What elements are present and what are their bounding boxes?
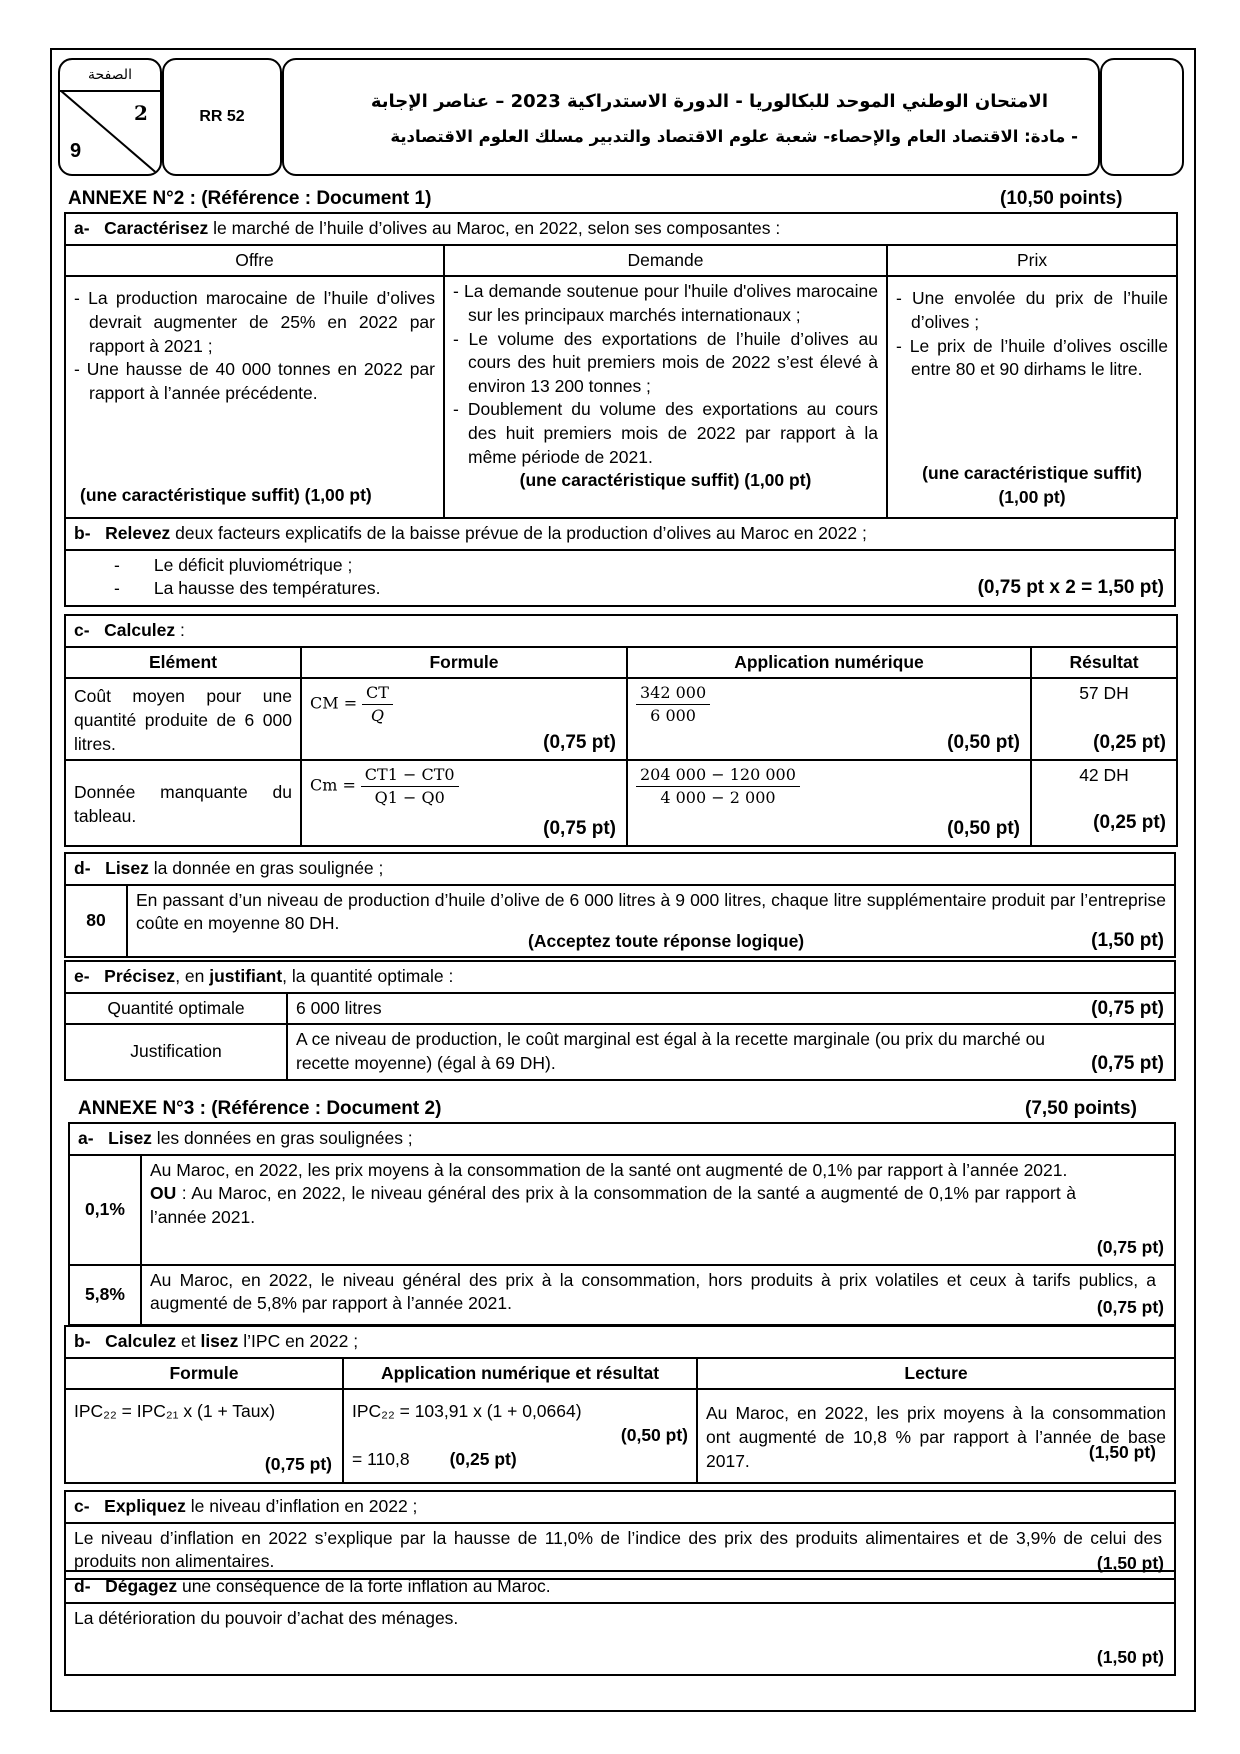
application-cell: IPC₂₂ = 103,91 x (1 + 0,0664) (0,50 pt) = 110,8 (0,25 pt) xyxy=(343,1389,697,1483)
col-offre: Offre xyxy=(65,245,444,277)
annexe3-points: (7,50 points) xyxy=(1025,1098,1137,1119)
offre-cell xyxy=(65,276,444,518)
value-cell: 0,1% xyxy=(69,1155,141,1265)
annexe3-title: ANNEXE N°3 : (Référence : Document 2) xyxy=(78,1098,442,1119)
page-label-tab: الصفحة xyxy=(58,58,162,92)
quantity-label: Quantité optimale xyxy=(65,993,287,1025)
annexe2-section-c xyxy=(64,614,1176,847)
element-cell: Coût moyen pour une quantité produite de 6 000 litres. xyxy=(65,678,301,760)
col-demande: Demande xyxy=(444,245,887,277)
list-item: - La production marocaine de l’huile d’olives devrait augmenter de 25% en 2022 par rapport à 2021 ; xyxy=(74,287,435,358)
question-e: e- Précisez, en justifiant, la quantité optimale : xyxy=(65,961,1175,993)
annexe2-points: (10,50 points) xyxy=(1000,188,1123,209)
points-d: (1,50 pt) xyxy=(1091,929,1164,951)
annexe3-section-d xyxy=(64,1570,1176,1676)
table-row xyxy=(65,760,1177,846)
application-cell: $\frac{342 000}{6 000}$ (0,50 pt) xyxy=(627,678,1031,760)
question-b: b- Calculez et lisez l’IPC en 2022 ; xyxy=(65,1326,1175,1358)
answer-a1: Au Maroc, en 2022, les prix moyens à la consommation de la santé ont augmenté de 0,1% par rapport à l’année 2021. OU : Au Maroc, en 2022, le niveau général des prix à la consommation de la santé a augmenté de 0,1% par rapport à l’année 2021. (0,75 pt) xyxy=(141,1155,1175,1265)
annexe2-section-a xyxy=(64,212,1176,519)
annexe2-section-e xyxy=(64,960,1176,1081)
formula-cell: IPC₂₂ = IPC₂₁ x (1 + Taux) (0,75 pt) xyxy=(65,1389,343,1483)
note-offre: (une caractéristique suffit) (1,00 pt) xyxy=(80,484,372,505)
formula-cell: Cm = $\frac{CT1 - CT0}{Q1 - Q0}$ (0,75 pt) xyxy=(301,760,627,846)
exam-title-line2: - مادة: الاقتصاد العام والإحصاء- شعبة علوم الاقتصاد والتدبير مسلك العلوم الاقتصادية xyxy=(390,127,1078,146)
page-number-box xyxy=(58,58,162,176)
annexe2-section-b xyxy=(64,517,1176,607)
page-total: 9 xyxy=(70,140,82,162)
col-formule: Formule xyxy=(301,647,627,679)
lecture-cell: Au Maroc, en 2022, les prix moyens à la consommation ont augmenté de 10,8 % par rapport à l’année de base 2017. (1,50 pt) xyxy=(697,1389,1175,1483)
note-prix: (une caractéristique suffit) (1,00 pt) xyxy=(922,463,1142,507)
application-cell: $\frac{204 000 - 120 000}{4 000 - 2 000}$ (0,50 pt) xyxy=(627,760,1031,846)
demande-cell xyxy=(444,276,887,518)
exam-title-line1: الامتحان الوطني الموحد للبكالوريا - الدورة الاستدراكية 2023 – عناصر الإجابة xyxy=(370,91,1048,112)
table-row xyxy=(65,678,1177,760)
col-resultat: Résultat xyxy=(1031,647,1177,679)
question-d: d- Dégagez une conséquence de la forte inflation au Maroc. xyxy=(65,1571,1175,1603)
note-demande: (une caractéristique suffit) (1,00 pt) xyxy=(519,470,812,491)
list-item: - Le prix de l’huile d’olives oscille entre 80 et 90 dirhams le litre. xyxy=(896,335,1168,382)
exam-code-box xyxy=(162,58,282,176)
value-cell: 80 xyxy=(65,885,127,957)
question-c: c- Calculez : xyxy=(65,615,1177,647)
annexe3-section-b xyxy=(64,1325,1176,1484)
question-c: c- Expliquez le niveau d’inflation en 2022 ; xyxy=(65,1491,1175,1523)
question-d: d- Lisez la donnée en gras soulignée ; xyxy=(65,853,1175,885)
prix-cell xyxy=(887,276,1177,518)
answer-d: En passant d’un niveau de production d’huile d’olive de 6 000 litres à 9 000 litres, chaque litre supplémentaire produit par l’entreprise coûte en moyenne 80 DH. (Acceptez toute réponse logique) (1,50 pt) xyxy=(127,885,1175,957)
value-cell: 5,8% xyxy=(69,1265,141,1325)
question-b: b- Relevez deux facteurs explicatifs de la baisse prévue de la production d’olives au Maroc en 2022 ; xyxy=(65,518,1175,550)
answer-c: Le niveau d’inflation en 2022 s’explique par la hausse de 11,0% de l’indice des prix des produits alimentaires et de 3,9% de celui des produits non alimentaires. (1,50 pt) xyxy=(65,1523,1175,1579)
list-item: - Le volume des exportations de l’huile d’olives au cours des huit premiers mois de 2022 s’est élevé à environ 13 200 tonnes ; xyxy=(453,328,878,399)
element-cell: Donnée manquante du tableau. xyxy=(65,760,301,846)
question-a: a- Caractérisez le marché de l’huile d’olives au Maroc, en 2022, selon ses composantes : xyxy=(65,213,1177,245)
answer-d: La détérioration du pouvoir d’achat des ménages. (1,50 pt) xyxy=(65,1603,1175,1675)
logo-box xyxy=(1100,58,1184,176)
justification-text: A ce niveau de production, le coût marginal est égal à la recette marginale (ou prix du marché ou recette moyenne) (égal à 69 DH). (0,75 pt) xyxy=(287,1024,1175,1079)
list-item: - Doublement du volume des exportations au cours des huit premiers mois de 2022 par rapport à la même période de 2021. xyxy=(453,398,878,469)
annexe2-title: ANNEXE N°2 : (Référence : Document 1) xyxy=(68,188,432,209)
col-formule: Formule xyxy=(65,1358,343,1390)
answer-b xyxy=(65,550,1175,606)
list-item: - La demande soutenue pour l'huile d'olives marocaine sur les principaux marchés internationaux ; xyxy=(453,280,878,327)
list-item: - Une envolée du prix de l’huile d’olives ; xyxy=(896,287,1168,334)
annexe3-section-a xyxy=(68,1122,1176,1326)
list-item: - La hausse des températures. xyxy=(114,578,381,599)
col-prix: Prix xyxy=(887,245,1177,277)
exam-title-box xyxy=(282,58,1100,176)
formula-cell: CM = $\frac{CT}{Q}$ (0,75 pt) xyxy=(301,678,627,760)
justification-label: Justification xyxy=(65,1024,287,1079)
question-a: a- Lisez les données en gras soulignées ; xyxy=(69,1123,1175,1155)
exam-code: RR 52 xyxy=(199,108,245,125)
annexe3-section-c xyxy=(64,1490,1176,1580)
points-b: (0,75 pt x 2 = 1,50 pt) xyxy=(977,576,1164,598)
col-application: Application numérique et résultat xyxy=(343,1358,697,1390)
page-number: 2 xyxy=(134,101,148,125)
col-element: Elément xyxy=(65,647,301,679)
answer-a2: Au Maroc, en 2022, le niveau général des prix à la consommation, hors produits à prix volatiles et ceux à tarifs publics, a augmenté de 5,8% par rapport à l’année 2021. (0,75 pt) xyxy=(141,1265,1175,1325)
quantity-value: 6 000 litres (0,75 pt) xyxy=(287,993,1175,1025)
result-cell: 42 DH (0,25 pt) xyxy=(1031,760,1177,846)
list-item: - Le déficit pluviométrique ; xyxy=(114,554,353,575)
col-application: Application numérique xyxy=(627,647,1031,679)
result-cell: 57 DH (0,25 pt) xyxy=(1031,678,1177,760)
accept-note: (Acceptez toute réponse logique) xyxy=(528,931,805,951)
col-lecture: Lecture xyxy=(697,1358,1175,1390)
annexe2-section-d xyxy=(64,852,1176,958)
list-item: - Une hausse de 40 000 tonnes en 2022 par rapport à l’année précédente. xyxy=(74,358,435,405)
